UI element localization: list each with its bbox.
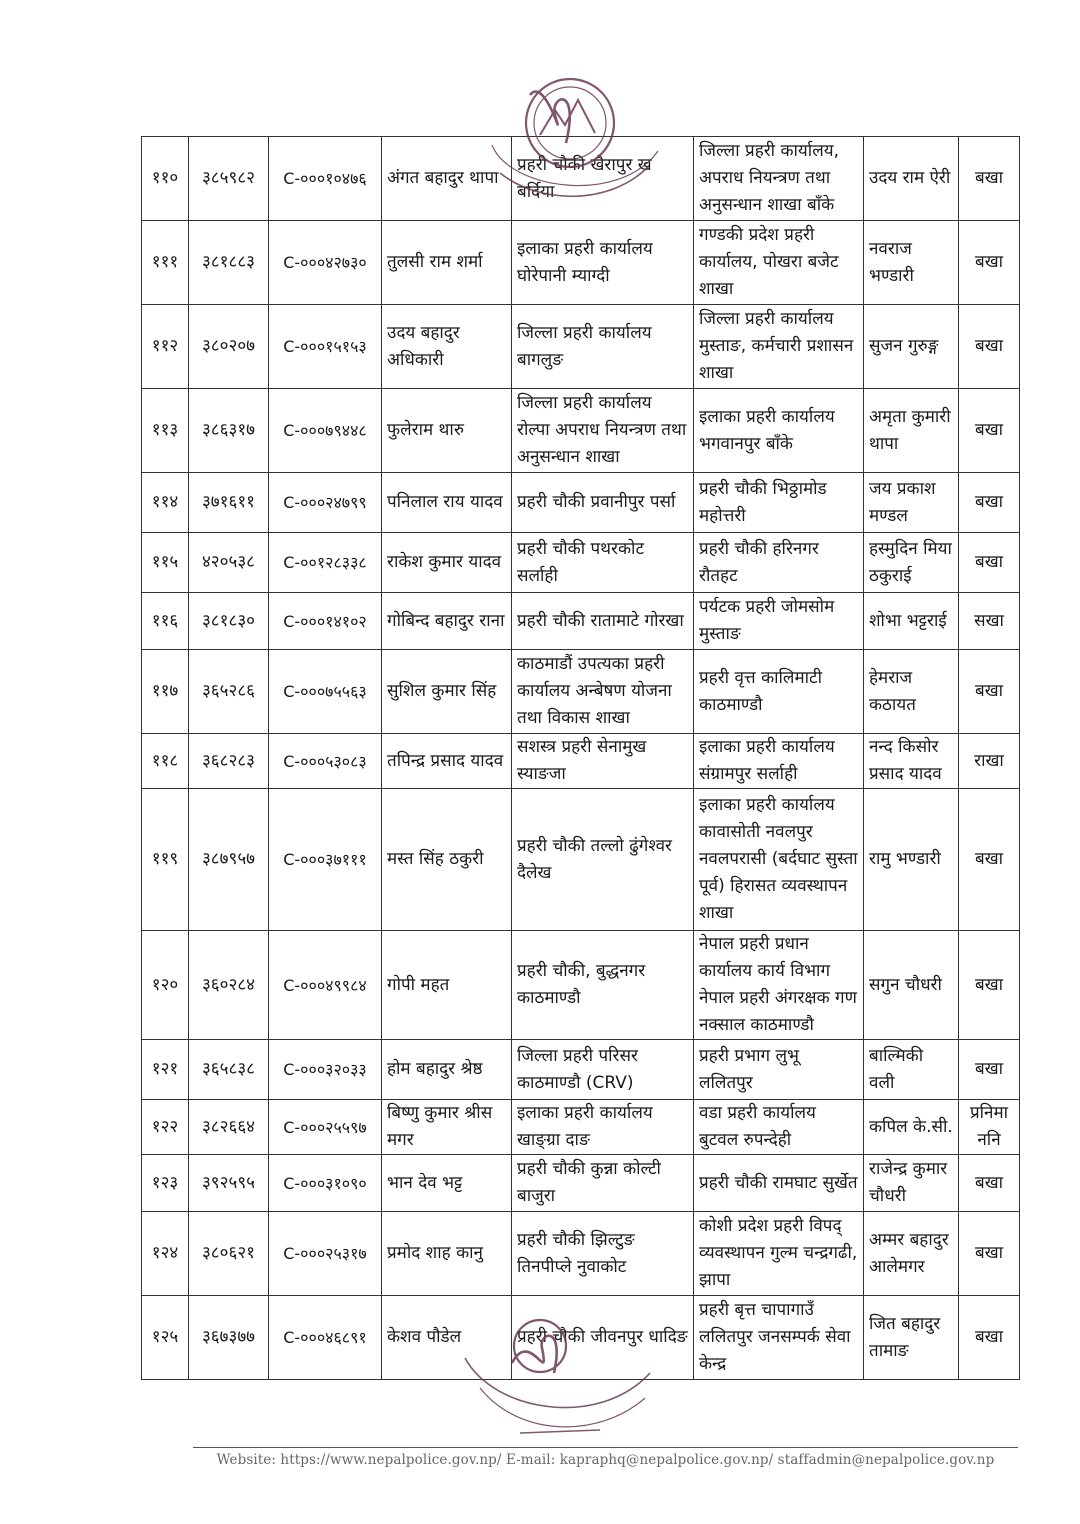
status-cell: बखा (959, 137, 1020, 221)
new-office-cell: इलाका प्रहरी कार्यालय भगवानपुर बाँके (694, 389, 864, 473)
status-cell: बखा (959, 1212, 1020, 1296)
new-office-cell: इलाका प्रहरी कार्यालय संग्रामपुर सर्लाही (694, 734, 864, 789)
table-row (142, 533, 1020, 593)
current-office-cell: जिल्ला प्रहरी कार्यालय रोल्पा अपराध नियन्त्रण तथा अनुसन्धान शाखा (512, 389, 694, 473)
replacement-name-cell: उदय राम ऐरी (864, 137, 959, 221)
serial-number-cell: ११९ (142, 789, 189, 931)
serial-number-cell: ११० (142, 137, 189, 221)
code-cell: C-०००१०४७६ (269, 137, 382, 221)
code-cell: C-०००४२७३० (269, 221, 382, 305)
id-number-cell: ३७१६११ (189, 473, 269, 533)
status-cell: बखा (959, 1155, 1020, 1212)
id-number-cell: ३६०२८४ (189, 931, 269, 1040)
current-office-cell: प्रहरी चौकी कुन्ना कोल्टी बाजुरा (512, 1155, 694, 1212)
table-row (142, 1212, 1020, 1296)
current-office-cell: इलाका प्रहरी कार्यालय खाङ्ग्रा दाङ (512, 1100, 694, 1155)
table-row (142, 473, 1020, 533)
table-row (142, 1100, 1020, 1155)
code-cell: C-०००४६८९१ (269, 1296, 382, 1380)
replacement-name-cell: सगुन चौधरी (864, 931, 959, 1040)
current-office-cell: प्रहरी चौकी जीवनपुर धादिङ (512, 1296, 694, 1380)
official-seal-top (470, 55, 670, 230)
status-cell: प्रनिमा ननि (959, 1100, 1020, 1155)
serial-number-cell: ११४ (142, 473, 189, 533)
id-number-cell: ३८५९८२ (189, 137, 269, 221)
current-office-cell: प्रहरी चौकी प्रवानीपुर पर्सा (512, 473, 694, 533)
table-row (142, 1155, 1020, 1212)
code-cell: C-०००१४१०२ (269, 593, 382, 650)
serial-number-cell: १२१ (142, 1040, 189, 1100)
replacement-name-cell: सुजन गुरुङ्ग (864, 305, 959, 389)
status-cell: बखा (959, 650, 1020, 734)
table-row (142, 305, 1020, 389)
status-cell: बखा (959, 473, 1020, 533)
name-cell: गोबिन्द बहादुर राना (382, 593, 512, 650)
status-cell: बखा (959, 789, 1020, 931)
status-cell: बखा (959, 533, 1020, 593)
replacement-name-cell: कपिल के.सी. (864, 1100, 959, 1155)
status-cell: बखा (959, 1040, 1020, 1100)
name-cell: तपिन्द्र प्रसाद यादव (382, 734, 512, 789)
new-office-cell: प्रहरी वृत्त कालिमाटी काठमाण्डौ (694, 650, 864, 734)
replacement-name-cell: राजेन्द्र कुमार चौधरी (864, 1155, 959, 1212)
name-cell: केशव पौडेल (382, 1296, 512, 1380)
code-cell: C-०००१५१५३ (269, 305, 382, 389)
id-number-cell: ३६८२८३ (189, 734, 269, 789)
name-cell: होम बहादुर श्रेष्ठ (382, 1040, 512, 1100)
table-row (142, 931, 1020, 1040)
table-row (142, 650, 1020, 734)
code-cell: C-०००३७१११ (269, 789, 382, 931)
code-cell: C-०००२५५९७ (269, 1100, 382, 1155)
replacement-name-cell: बाल्मिकी वली (864, 1040, 959, 1100)
new-office-cell: प्रहरी चौकी हरिनगर रौतहट (694, 533, 864, 593)
current-office-cell: प्रहरी चौकी पथरकोट सर्लाही (512, 533, 694, 593)
new-office-cell: वडा प्रहरी कार्यालय बुटवल रुपन्देही (694, 1100, 864, 1155)
new-office-cell: प्रहरी प्रभाग लुभू ललितपुर (694, 1040, 864, 1100)
status-cell: बखा (959, 221, 1020, 305)
code-cell: C-०००७९४४८ (269, 389, 382, 473)
status-cell: बखा (959, 389, 1020, 473)
code-cell: C-०००२४७९९ (269, 473, 382, 533)
id-number-cell: ३६५२८६ (189, 650, 269, 734)
code-cell: C-०००४९९८४ (269, 931, 382, 1040)
new-office-cell: कोशी प्रदेश प्रहरी विपद् व्यवस्थापन गुल्म चन्द्रगढी, झापा (694, 1212, 864, 1296)
serial-number-cell: ११२ (142, 305, 189, 389)
serial-number-cell: ११६ (142, 593, 189, 650)
name-cell: सुशिल कुमार सिंह (382, 650, 512, 734)
serial-number-cell: १२५ (142, 1296, 189, 1380)
id-number-cell: ३८१८३० (189, 593, 269, 650)
id-number-cell: ४२०५३८ (189, 533, 269, 593)
table-row (142, 593, 1020, 650)
serial-number-cell: ११३ (142, 389, 189, 473)
code-cell: C-०००५३०८३ (269, 734, 382, 789)
new-office-cell: गण्डकी प्रदेश प्रहरी कार्यालय, पोखरा बजेट शाखा (694, 221, 864, 305)
new-office-cell: नेपाल प्रहरी प्रधान कार्यालय कार्य विभाग नेपाल प्रहरी अंगरक्षक गण नक्साल काठमाण्डौ (694, 931, 864, 1040)
replacement-name-cell: शोभा भट्टराई (864, 593, 959, 650)
current-office-cell: सशस्त्र प्रहरी सेनामुख स्याङजा (512, 734, 694, 789)
serial-number-cell: ११७ (142, 650, 189, 734)
name-cell: भान देव भट्ट (382, 1155, 512, 1212)
name-cell: बिष्णु कुमार श्रीस मगर (382, 1100, 512, 1155)
current-office-cell: प्रहरी चौकी खैरापुर ख बर्दिया (512, 137, 694, 221)
code-cell: C-०००७५५६३ (269, 650, 382, 734)
table-row (142, 221, 1020, 305)
current-office-cell: प्रहरी चौकी, बुद्धनगर काठमाण्डौ (512, 931, 694, 1040)
replacement-name-cell: रामु भण्डारी (864, 789, 959, 931)
serial-number-cell: १११ (142, 221, 189, 305)
new-office-cell: प्रहरी बृत्त चापागाउँ ललितपुर जनसम्पर्क सेवा केन्द्र (694, 1296, 864, 1380)
name-cell: फुलेराम थारु (382, 389, 512, 473)
status-cell: बखा (959, 1296, 1020, 1380)
code-cell: C-०००३२०३३ (269, 1040, 382, 1100)
serial-number-cell: ११८ (142, 734, 189, 789)
new-office-cell: जिल्ला प्रहरी कार्यालय, अपराध नियन्त्रण तथा अनुसन्धान शाखा बाँके (694, 137, 864, 221)
transfer-table (141, 136, 1020, 1380)
replacement-name-cell: अम्मर बहादुर आलेमगर (864, 1212, 959, 1296)
code-cell: C-०००३१०९० (269, 1155, 382, 1212)
footer-contact: Website: https://www.nepalpolice.gov.np/ E-mail: kapraphq@nepalpolice.gov.np/ staffadmin@nepalpolice.gov.np (216, 1452, 995, 1468)
new-office-cell: पर्यटक प्रहरी जोमसोम मुस्ताङ (694, 593, 864, 650)
name-cell: गोपी महत (382, 931, 512, 1040)
replacement-name-cell: नन्द किसोर प्रसाद यादव (864, 734, 959, 789)
table-body (142, 137, 1020, 1380)
id-number-cell: ३८०६२१ (189, 1212, 269, 1296)
name-cell: पनिलाल राय यादव (382, 473, 512, 533)
serial-number-cell: १२० (142, 931, 189, 1040)
id-number-cell: ३९२५९५ (189, 1155, 269, 1212)
new-office-cell: प्रहरी चौकी भिठ्ठामोड महोत्तरी (694, 473, 864, 533)
current-office-cell: जिल्ला प्रहरी कार्यालय बागलुङ (512, 305, 694, 389)
replacement-name-cell: जित बहादुर तामाङ (864, 1296, 959, 1380)
name-cell: प्रमोद शाह कानु (382, 1212, 512, 1296)
serial-number-cell: १२४ (142, 1212, 189, 1296)
table-row (142, 389, 1020, 473)
official-seal-bottom (450, 1318, 660, 1448)
footer-rule (193, 1447, 1018, 1448)
current-office-cell: प्रहरी चौकी रातामाटे गोरखा (512, 593, 694, 650)
replacement-name-cell: जय प्रकाश मण्डल (864, 473, 959, 533)
table-row (142, 734, 1020, 789)
current-office-cell: इलाका प्रहरी कार्यालय घोरेपानी म्याग्दी (512, 221, 694, 305)
replacement-name-cell: हेमराज कठायत (864, 650, 959, 734)
status-cell: सखा (959, 593, 1020, 650)
id-number-cell: ३८२६६४ (189, 1100, 269, 1155)
id-number-cell: ३८७९५७ (189, 789, 269, 931)
id-number-cell: ३६५८३८ (189, 1040, 269, 1100)
id-number-cell: ३६७३७७ (189, 1296, 269, 1380)
new-office-cell: जिल्ला प्रहरी कार्यालय मुस्ताङ, कर्मचारी प्रशासन शाखा (694, 305, 864, 389)
status-cell: राखा (959, 734, 1020, 789)
status-cell: बखा (959, 305, 1020, 389)
current-office-cell: प्रहरी चौकी तल्लो ढुंगेश्वर दैलेख (512, 789, 694, 931)
name-cell: मस्त सिंह ठकुरी (382, 789, 512, 931)
name-cell: तुलसी राम शर्मा (382, 221, 512, 305)
current-office-cell: काठमाडौं उपत्यका प्रहरी कार्यालय अन्बेषण योजना तथा विकास शाखा (512, 650, 694, 734)
table-row (142, 1040, 1020, 1100)
serial-number-cell: १२२ (142, 1100, 189, 1155)
name-cell: अंगत बहादुर थापा (382, 137, 512, 221)
code-cell: C-००१२८३३८ (269, 533, 382, 593)
id-number-cell: ३८१८८३ (189, 221, 269, 305)
name-cell: उदय बहादुर अधिकारी (382, 305, 512, 389)
id-number-cell: ३८०२०७ (189, 305, 269, 389)
new-office-cell: प्रहरी चौकी रामघाट सुर्खेत (694, 1155, 864, 1212)
code-cell: C-०००२५३१७ (269, 1212, 382, 1296)
status-cell: बखा (959, 931, 1020, 1040)
name-cell: राकेश कुमार यादव (382, 533, 512, 593)
new-office-cell: इलाका प्रहरी कार्यालय कावासोती नवलपुर नवलपरासी (बर्दघाट सुस्ता पूर्व) हिरासत व्यवस्थापन शाखा (694, 789, 864, 931)
serial-number-cell: १२३ (142, 1155, 189, 1212)
id-number-cell: ३८६३१७ (189, 389, 269, 473)
table-row (142, 789, 1020, 931)
replacement-name-cell: अमृता कुमारी थापा (864, 389, 959, 473)
serial-number-cell: ११५ (142, 533, 189, 593)
current-office-cell: प्रहरी चौकी झिल्टुङ तिनपीप्ले नुवाकोट (512, 1212, 694, 1296)
current-office-cell: जिल्ला प्रहरी परिसर काठमाण्डौ (CRV) (512, 1040, 694, 1100)
replacement-name-cell: नवराज भण्डारी (864, 221, 959, 305)
replacement-name-cell: हस्मुदिन मिया ठकुराई (864, 533, 959, 593)
